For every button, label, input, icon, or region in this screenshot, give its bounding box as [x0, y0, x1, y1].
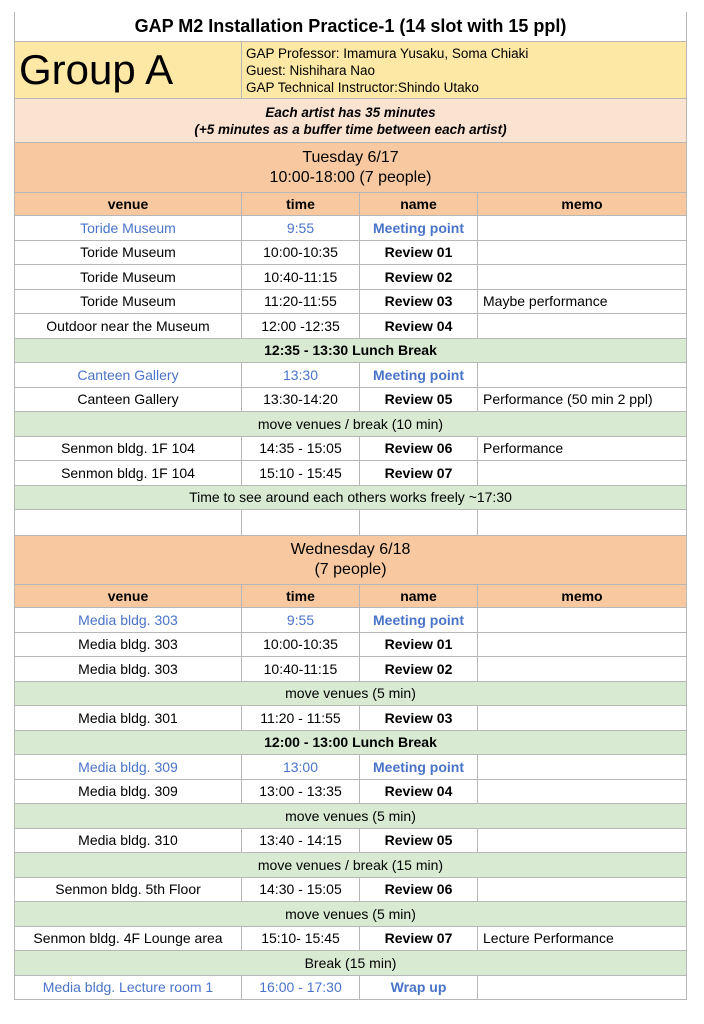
memo-cell [478, 608, 687, 633]
time-cell: 9:55 [242, 608, 360, 633]
memo-cell: Lecture Performance [478, 927, 687, 952]
venue-cell: Canteen Gallery [14, 363, 242, 388]
table-row [14, 290, 687, 315]
time-cell: 10:40-11:15 [242, 265, 360, 290]
venue-cell: Senmon bldg. 5th Floor [14, 878, 242, 903]
day1-heading [14, 143, 687, 193]
day-spacer [14, 510, 687, 535]
column-time: time [242, 193, 360, 216]
day2-subtitle: (7 people) [314, 561, 387, 578]
column-name: name [360, 585, 478, 608]
time-cell: 11:20-11:55 [242, 290, 360, 315]
name-cell: Meeting point [360, 608, 478, 633]
break-row [14, 853, 687, 878]
column-time: time [242, 585, 360, 608]
name-cell: Review 03 [360, 706, 478, 731]
timing-note [14, 99, 687, 143]
break-label: move venues / break (10 min) [14, 412, 687, 437]
column-venue: venue [14, 585, 242, 608]
time-cell: 10:40-11:15 [242, 657, 360, 682]
name-cell: Review 01 [360, 633, 478, 658]
table-row [14, 363, 687, 388]
break-label: move venues (5 min) [14, 804, 687, 829]
info-guest: Guest: Nishihara Nao [246, 62, 376, 78]
venue-cell: Media bldg. 301 [14, 706, 242, 731]
time-cell: 10:00-10:35 [242, 633, 360, 658]
break-row [14, 682, 687, 707]
name-cell: Review 06 [360, 878, 478, 903]
group-info [242, 42, 687, 99]
time-cell: 16:00 - 17:30 [242, 976, 360, 1001]
memo-cell [478, 314, 687, 339]
day1-subtitle: 10:00-18:00 (7 people) [269, 168, 432, 186]
memo-cell: Maybe performance [478, 290, 687, 315]
break-row [14, 951, 687, 976]
venue-cell: Media bldg. 303 [14, 657, 242, 682]
venue-cell: Toride Museum [14, 265, 242, 290]
time-cell: 15:10- 15:45 [242, 927, 360, 952]
time-cell: 10:00-10:35 [242, 241, 360, 266]
day2-heading [14, 535, 687, 585]
venue-cell: Toride Museum [14, 216, 242, 241]
time-cell: 14:35 - 15:05 [242, 437, 360, 462]
break-label: move venues / break (15 min) [14, 853, 687, 878]
time-cell: 13:40 - 14:15 [242, 829, 360, 854]
name-cell: Review 04 [360, 314, 478, 339]
venue-cell: Senmon bldg. 1F 104 [14, 437, 242, 462]
memo-cell [478, 780, 687, 805]
table-row [14, 976, 687, 1001]
time-cell: 9:55 [242, 216, 360, 241]
table-row [14, 706, 687, 731]
table-row [14, 388, 687, 413]
timing-note-line-2: (+5 minutes as a buffer time between each artist) [194, 121, 507, 137]
break-label: move venues (5 min) [14, 902, 687, 927]
sheet-title: GAP M2 Installation Practice-1 (14 slot with 15 ppl) [14, 12, 687, 42]
memo-cell [478, 878, 687, 903]
table-row [14, 461, 687, 486]
venue-cell: Media bldg. 309 [14, 755, 242, 780]
venue-cell: Toride Museum [14, 241, 242, 266]
break-label: move venues (5 min) [14, 682, 687, 707]
day1-date: Tuesday 6/17 [302, 148, 399, 166]
venue-cell: Canteen Gallery [14, 388, 242, 413]
venue-cell: Media bldg. 303 [14, 633, 242, 658]
column-memo: memo [478, 193, 687, 216]
name-cell: Review 07 [360, 461, 478, 486]
table-row [14, 608, 687, 633]
memo-cell [478, 633, 687, 658]
info-professor: GAP Professor: Imamura Yusaku, Soma Chiaki [246, 45, 529, 61]
group-label: Group A [14, 42, 242, 99]
name-cell: Review 05 [360, 388, 478, 413]
table-row [14, 927, 687, 952]
memo-cell: Performance [478, 437, 687, 462]
time-cell: 13:30-14:20 [242, 388, 360, 413]
column-memo: memo [478, 585, 687, 608]
time-cell: 13:30 [242, 363, 360, 388]
name-cell: Meeting point [360, 216, 478, 241]
memo-cell [478, 461, 687, 486]
venue-cell: Outdoor near the Museum [14, 314, 242, 339]
name-cell: Review 03 [360, 290, 478, 315]
memo-cell [478, 216, 687, 241]
break-row [14, 412, 687, 437]
break-label: Time to see around each others works freely ~17:30 [14, 486, 687, 511]
time-cell: 15:10 - 15:45 [242, 461, 360, 486]
time-cell: 11:20 - 11:55 [242, 706, 360, 731]
name-cell: Review 02 [360, 657, 478, 682]
table-row [14, 780, 687, 805]
break-label: 12:35 - 13:30 Lunch Break [14, 339, 687, 364]
name-cell: Review 04 [360, 780, 478, 805]
group-row [14, 42, 687, 99]
break-label: Break (15 min) [14, 951, 687, 976]
break-row [14, 731, 687, 756]
memo-cell [478, 265, 687, 290]
memo-cell [478, 706, 687, 731]
day1-column-headers [14, 193, 687, 216]
venue-cell: Senmon bldg. 1F 104 [14, 461, 242, 486]
name-cell: Review 07 [360, 927, 478, 952]
venue-cell: Toride Museum [14, 290, 242, 315]
day1-table-body [14, 216, 687, 510]
table-row [14, 633, 687, 658]
memo-cell [478, 241, 687, 266]
day2-date: Wednesday 6/18 [290, 541, 411, 558]
info-instructor: GAP Technical Instructor:Shindo Utako [246, 79, 479, 95]
name-cell: Review 02 [360, 265, 478, 290]
table-row [14, 265, 687, 290]
column-name: name [360, 193, 478, 216]
break-label: 12:00 - 13:00 Lunch Break [14, 731, 687, 756]
name-cell: Wrap up [360, 976, 478, 1001]
break-row [14, 339, 687, 364]
table-row [14, 878, 687, 903]
name-cell: Review 06 [360, 437, 478, 462]
column-venue: venue [14, 193, 242, 216]
memo-cell [478, 657, 687, 682]
table-row [14, 829, 687, 854]
name-cell: Meeting point [360, 363, 478, 388]
venue-cell: Media bldg. 310 [14, 829, 242, 854]
memo-cell [478, 976, 687, 1001]
table-row [14, 216, 687, 241]
name-cell: Review 05 [360, 829, 478, 854]
venue-cell: Senmon bldg. 4F Lounge area [14, 927, 242, 952]
day2-column-headers [14, 585, 687, 608]
name-cell: Review 01 [360, 241, 478, 266]
name-cell: Meeting point [360, 755, 478, 780]
time-cell: 13:00 - 13:35 [242, 780, 360, 805]
memo-cell [478, 755, 687, 780]
table-row [14, 755, 687, 780]
memo-cell [478, 363, 687, 388]
table-row [14, 437, 687, 462]
time-cell: 14:30 - 15:05 [242, 878, 360, 903]
time-cell: 12:00 -12:35 [242, 314, 360, 339]
memo-cell [478, 829, 687, 854]
venue-cell: Media bldg. 303 [14, 608, 242, 633]
venue-cell: Media bldg. Lecture room 1 [14, 976, 242, 1001]
break-row [14, 804, 687, 829]
time-cell: 13:00 [242, 755, 360, 780]
venue-cell: Media bldg. 309 [14, 780, 242, 805]
break-row [14, 902, 687, 927]
schedule-sheet [14, 12, 687, 1000]
day2-table-body [14, 608, 687, 1000]
table-row [14, 241, 687, 266]
timing-note-line-1: Each artist has 35 minutes [265, 104, 436, 120]
table-row [14, 314, 687, 339]
table-row [14, 657, 687, 682]
break-row [14, 486, 687, 511]
memo-cell: Performance (50 min 2 ppl) [478, 388, 687, 413]
